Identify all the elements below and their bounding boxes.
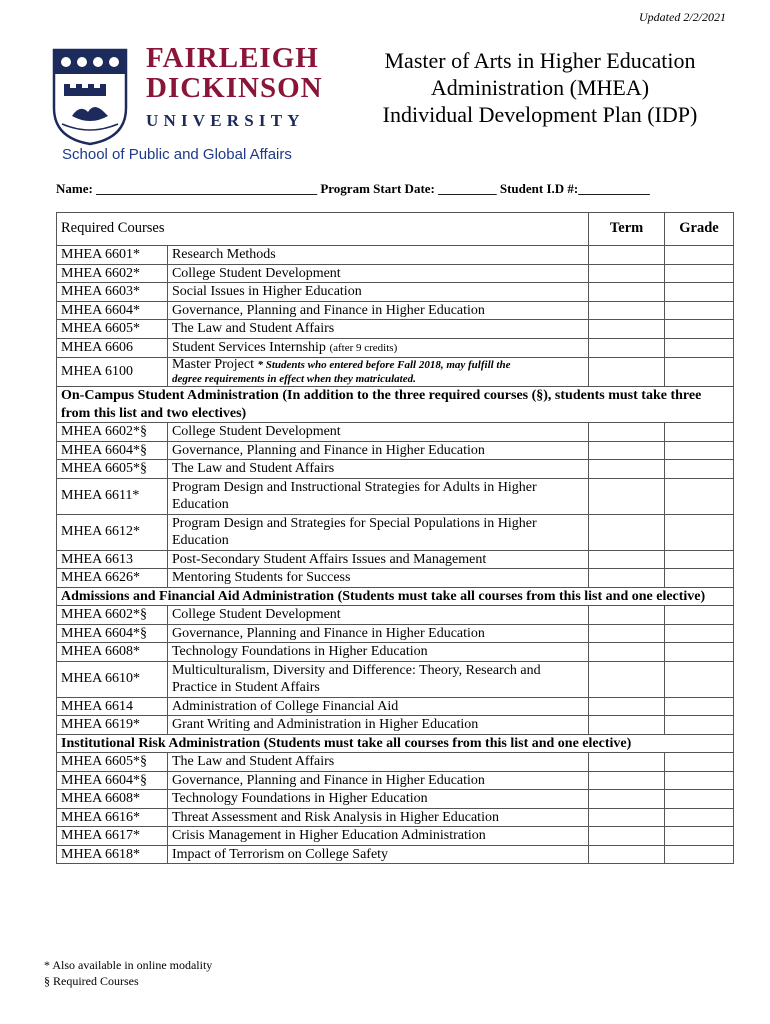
grade-heading: Grade: [665, 213, 734, 246]
school-name: School of Public and Global Affairs: [62, 146, 292, 163]
course-name: [167, 301, 588, 320]
course-name-text: The Law and Student Affairs: [171, 461, 335, 476]
term-cell[interactable]: [589, 606, 665, 625]
course-name-text: Governance, Planning and Finance in Higher Education: [171, 302, 485, 318]
course-name: [167, 790, 588, 809]
table-row: [57, 569, 734, 588]
section-heading: Admissions and Financial Aid Administration (Students must take all courses from this list and one elective): [57, 587, 734, 606]
table-row: [57, 790, 734, 809]
course-name: [167, 716, 588, 735]
course-name: [167, 246, 588, 265]
term-cell[interactable]: [589, 661, 665, 697]
term-cell[interactable]: [589, 283, 665, 302]
course-name: [167, 569, 588, 588]
course-code: MHEA 6604*§: [57, 624, 168, 643]
logo-line-2: DICKINSON: [146, 72, 323, 104]
grade-cell[interactable]: [665, 441, 734, 460]
grade-cell[interactable]: [665, 358, 734, 387]
term-cell[interactable]: [589, 264, 665, 283]
course-code: MHEA 6616*: [57, 808, 168, 827]
term-cell[interactable]: [589, 716, 665, 735]
grade-cell[interactable]: [665, 338, 734, 358]
grade-cell[interactable]: [665, 550, 734, 569]
table-row: [57, 460, 734, 479]
title-line-3: Individual Development Plan (IDP): [382, 102, 698, 127]
table-row: [57, 606, 734, 625]
course-name: [167, 808, 588, 827]
term-cell[interactable]: [589, 790, 665, 809]
grade-cell[interactable]: [665, 808, 734, 827]
course-code: MHEA 6602*: [57, 264, 168, 283]
course-code: MHEA 6605*§: [57, 460, 168, 479]
grade-cell[interactable]: [665, 827, 734, 846]
term-cell[interactable]: [589, 460, 665, 479]
document-title: [340, 47, 740, 128]
course-name: [167, 460, 588, 479]
table-row: [57, 441, 734, 460]
course-code: MHEA 6602*§: [57, 606, 168, 625]
table-header-row: [57, 213, 734, 246]
table-row: [57, 643, 734, 662]
course-name-text: College Student Development: [171, 265, 341, 281]
course-code: MHEA 6618*: [57, 845, 168, 864]
course-code: MHEA 6603*: [57, 283, 168, 302]
title-line-2: Administration (MHEA): [430, 75, 650, 100]
term-cell[interactable]: [589, 358, 665, 387]
course-name: [167, 643, 588, 662]
grade-cell[interactable]: [665, 753, 734, 772]
course-name: [167, 661, 588, 697]
section-heading: On-Campus Student Administration (In addition to the three required courses (§), students must take three from this list and two electives): [57, 387, 734, 423]
course-code: MHEA 6604*§: [57, 771, 168, 790]
grade-cell[interactable]: [665, 423, 734, 442]
section-heading-row: [57, 734, 734, 753]
grade-cell[interactable]: [665, 301, 734, 320]
course-name-text: Threat Assessment and Risk Analysis in Higher Education: [171, 809, 499, 825]
course-name-text: Post-Secondary Student Affairs Issues and Management: [171, 551, 487, 567]
term-cell[interactable]: [589, 827, 665, 846]
term-cell[interactable]: [589, 246, 665, 265]
course-name-text: The Law and Student Affairs: [171, 754, 335, 769]
course-name: [167, 771, 588, 790]
course-name-text: Technology Foundations in Higher Education: [171, 791, 428, 806]
logo-line-3: UNIVERSITY: [146, 111, 305, 130]
term-cell[interactable]: [589, 643, 665, 662]
grade-cell[interactable]: [665, 283, 734, 302]
course-code: MHEA 6605*§: [57, 753, 168, 772]
required-courses-heading: Required Courses: [57, 213, 589, 246]
course-code: MHEA 6602*§: [57, 423, 168, 442]
term-cell[interactable]: [589, 320, 665, 339]
course-name: [167, 697, 588, 716]
table-row: [57, 246, 734, 265]
course-name-text: Governance, Planning and Finance in Higher Education: [171, 772, 485, 788]
course-name-text: Impact of Terrorism on College Safety: [171, 846, 389, 862]
course-name: [167, 283, 588, 302]
section-heading: Institutional Risk Administration (Students must take all courses from this list and one elective): [57, 734, 734, 753]
course-code: MHEA 6605*: [57, 320, 168, 339]
term-cell[interactable]: [589, 514, 665, 550]
course-name-text: Research Methods: [171, 247, 276, 262]
section-heading-row: [57, 587, 734, 606]
course-name-text: The Law and Student Affairs: [171, 321, 335, 336]
course-name-text: Program Design and Strategies for Special Populations in Higher Education: [171, 515, 537, 548]
course-code: MHEA 6614: [57, 697, 168, 716]
table-row: [57, 301, 734, 320]
grade-cell[interactable]: [665, 771, 734, 790]
term-cell[interactable]: [589, 550, 665, 569]
course-code: MHEA 6601*: [57, 246, 168, 265]
updated-date: Updated 2/2/2021: [639, 10, 726, 24]
course-code: MHEA 6613: [57, 550, 168, 569]
course-name: [167, 845, 588, 864]
grade-cell[interactable]: [665, 624, 734, 643]
table-row: [57, 753, 734, 772]
course-code: MHEA 6619*: [57, 716, 168, 735]
term-cell[interactable]: [589, 771, 665, 790]
grade-cell[interactable]: [665, 264, 734, 283]
course-name-text: Program Design and Instructional Strategies for Adults in Higher Education: [171, 479, 537, 512]
grade-cell[interactable]: [665, 246, 734, 265]
course-plan-table: [56, 212, 734, 864]
table-row: [57, 697, 734, 716]
table-row: [57, 338, 734, 358]
course-name-text: Crisis Management in Higher Education Administration: [171, 828, 486, 843]
grade-cell[interactable]: [665, 845, 734, 864]
course-name-text: Mentoring Students for Success: [171, 570, 351, 585]
grade-cell[interactable]: [665, 320, 734, 339]
course-name-text: Technology Foundations in Higher Education: [171, 644, 428, 659]
grade-cell[interactable]: [665, 569, 734, 588]
term-cell[interactable]: [589, 423, 665, 442]
course-name: [167, 320, 588, 339]
course-code: MHEA 6604*§: [57, 441, 168, 460]
course-name: [167, 338, 588, 358]
course-code: MHEA 6617*: [57, 827, 168, 846]
course-name: [167, 423, 588, 442]
term-cell[interactable]: [589, 753, 665, 772]
course-code: MHEA 6606: [57, 338, 168, 358]
term-cell[interactable]: [589, 301, 665, 320]
term-cell[interactable]: [589, 697, 665, 716]
grade-cell[interactable]: [665, 661, 734, 697]
course-name: [167, 606, 588, 625]
term-cell[interactable]: [589, 569, 665, 588]
table-row: [57, 550, 734, 569]
grade-cell[interactable]: [665, 716, 734, 735]
course-name-text: Student Services Internship: [171, 339, 326, 355]
course-name-note: (after 9 credits): [329, 341, 398, 354]
table-row-master-project: [57, 358, 734, 387]
course-name-text: Governance, Planning and Finance in Higher Education: [171, 625, 485, 641]
course-code: MHEA 6611*: [57, 478, 168, 514]
course-name: [167, 550, 588, 569]
grade-cell[interactable]: [665, 606, 734, 625]
grade-cell[interactable]: [665, 697, 734, 716]
table-row: [57, 478, 734, 514]
table-row: [57, 423, 734, 442]
table-row: [57, 283, 734, 302]
course-name-text: Multiculturalism, Diversity and Difference: Theory, Research and Practice in Student Affairs: [171, 662, 541, 695]
course-name-text: Grant Writing and Administration in Higher Education: [171, 717, 479, 732]
footnotes: [44, 957, 212, 989]
grade-cell[interactable]: [665, 790, 734, 809]
footnote-required: § Required Courses: [44, 974, 139, 988]
term-cell[interactable]: [589, 624, 665, 643]
table-row: [57, 716, 734, 735]
table-row: [57, 808, 734, 827]
course-name-text: Governance, Planning and Finance in Higher Education: [171, 442, 485, 458]
course-name: [167, 358, 588, 387]
university-crest-icon: [50, 46, 130, 146]
course-code: MHEA 6100: [57, 358, 168, 387]
course-code: MHEA 6610*: [57, 661, 168, 697]
table-row: [57, 661, 734, 697]
course-code: MHEA 6608*: [57, 643, 168, 662]
table-row: [57, 827, 734, 846]
footnote-online: * Also available in online modality: [44, 958, 213, 972]
course-name: [167, 441, 588, 460]
student-info-line[interactable]: Name: __________________________________ Program Start Date: _________ Student I.D #:___________: [56, 181, 650, 196]
title-line-1: Master of Arts in Higher Education: [384, 48, 696, 73]
course-name: [167, 478, 588, 514]
grade-cell[interactable]: [665, 643, 734, 662]
course-name-text: Master Project: [171, 357, 254, 372]
table-row: [57, 514, 734, 550]
course-name-text: College Student Development: [171, 424, 341, 439]
course-name: [167, 264, 588, 283]
table-row: [57, 320, 734, 339]
grade-cell[interactable]: [665, 460, 734, 479]
term-cell[interactable]: [589, 441, 665, 460]
course-name: [167, 514, 588, 550]
course-name-text: Social Issues in Higher Education: [171, 284, 362, 299]
term-cell[interactable]: [589, 478, 665, 514]
section-heading-row: [57, 387, 734, 423]
master-project-note-2: degree requirements in effect when they matriculated.: [171, 373, 416, 385]
term-cell[interactable]: [589, 338, 665, 358]
term-cell[interactable]: [589, 845, 665, 864]
grade-cell[interactable]: [665, 478, 734, 514]
table-row: [57, 771, 734, 790]
term-cell[interactable]: [589, 808, 665, 827]
table-row: [57, 624, 734, 643]
term-heading: Term: [589, 213, 665, 246]
table-row: [57, 845, 734, 864]
logo-line-1: FAIRLEIGH: [146, 42, 319, 74]
course-name: [167, 827, 588, 846]
master-project-note-1: * Students who entered before Fall 2018, may fulfill the: [257, 359, 511, 371]
course-code: MHEA 6626*: [57, 569, 168, 588]
course-code: MHEA 6612*: [57, 514, 168, 550]
course-name-text: Administration of College Financial Aid: [171, 698, 399, 714]
course-name: [167, 753, 588, 772]
course-name-text: College Student Development: [171, 607, 341, 622]
grade-cell[interactable]: [665, 514, 734, 550]
course-name: [167, 624, 588, 643]
course-code: MHEA 6608*: [57, 790, 168, 809]
table-row: [57, 264, 734, 283]
course-code: MHEA 6604*: [57, 301, 168, 320]
